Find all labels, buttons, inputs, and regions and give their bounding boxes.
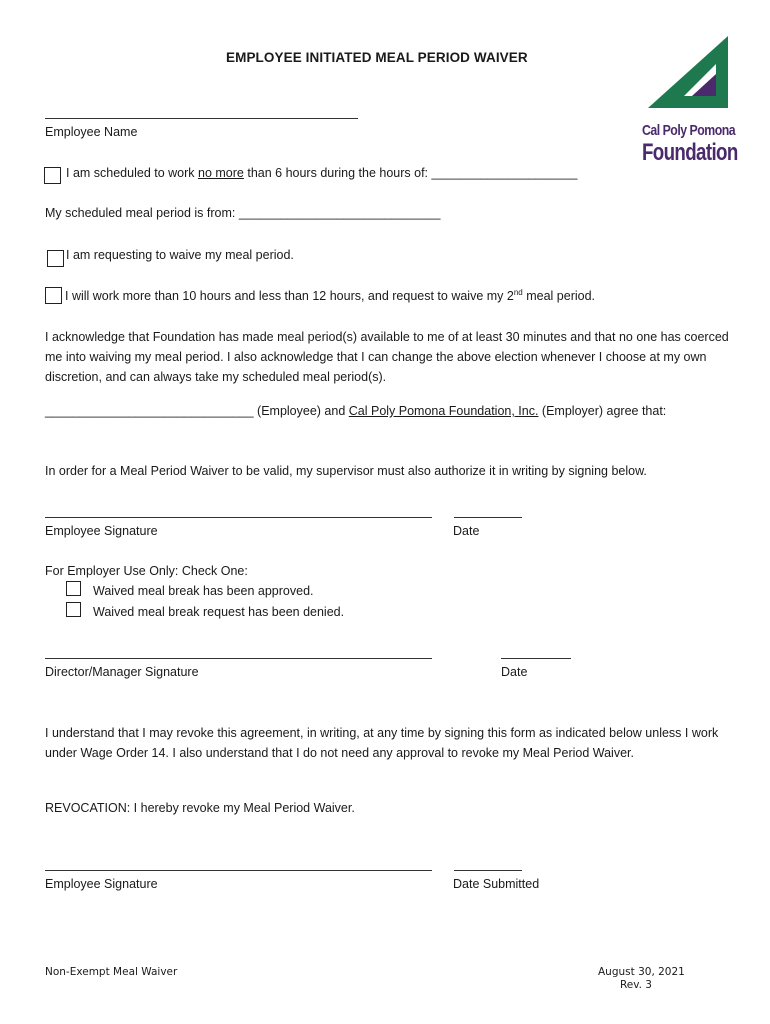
- revocation-signature-label: Employee Signature: [45, 877, 158, 891]
- checkbox-second-meal[interactable]: [45, 287, 62, 304]
- employee-signature-label: Employee Signature: [45, 524, 158, 538]
- checkbox-denied[interactable]: [66, 602, 81, 617]
- manager-date-line[interactable]: [501, 658, 571, 659]
- footer-date: August 30, 2021: [598, 966, 685, 978]
- revocation-signature-line[interactable]: [45, 870, 432, 871]
- revoke-paragraph: I understand that I may revoke this agreement, in writing, at any time by signing this form as indicated below unless I work under Wage Order 14. I also understand that I do not need any approval to revoke my Meal Period Waiver.: [45, 726, 719, 760]
- footer-form-name: Non-Exempt Meal Waiver: [45, 966, 178, 978]
- revocation-date-label: Date Submitted: [453, 877, 540, 891]
- logo-line-1: Cal Poly Pomona: [642, 122, 736, 139]
- denied-text: Waived meal break request has been denied.: [93, 605, 345, 619]
- checkbox-approved[interactable]: [66, 581, 81, 596]
- logo-line-2: Foundation: [642, 139, 738, 166]
- agreement-line: ______________________________ (Employee) and Cal Poly Pomona Foundation, Inc. (Employer) agree that:: [45, 404, 667, 418]
- acknowledge-paragraph: I acknowledge that Foundation has made meal period(s) available to me of at least 30 minutes and that no one has coerced me into waiving my meal period. I also acknowledge that I can change the above election whenever I choose at my own discretion, and can always take my scheduled meal period(s).: [45, 330, 729, 384]
- employee-name-line[interactable]: [45, 118, 358, 119]
- employee-date-label: Date: [453, 524, 480, 538]
- revocation-text: REVOCATION: I hereby revoke my Meal Period Waiver.: [45, 801, 355, 815]
- manager-date-label: Date: [501, 665, 528, 679]
- option-second-meal-text: I will work more than 10 hours and less than 12 hours, and request to waive my 2nd meal period.: [65, 288, 596, 304]
- employee-signature-line[interactable]: [45, 517, 432, 518]
- option-six-hours-text: I am scheduled to work no more than 6 hours during the hours of: _____________________: [66, 166, 578, 180]
- option-waive-meal-text: I am requesting to waive my meal period.: [66, 248, 294, 262]
- meal-period-line[interactable]: My scheduled meal period is from: _____________________________: [45, 206, 441, 220]
- manager-signature-label: Director/Manager Signature: [45, 665, 199, 679]
- supervisor-note: In order for a Meal Period Waiver to be valid, my supervisor must also authorize it in writing by signing below.: [45, 464, 647, 478]
- footer-revision: Rev. 3: [619, 979, 652, 991]
- checkbox-six-hours[interactable]: [44, 167, 61, 184]
- foundation-logo: [638, 34, 738, 169]
- logo-triangle-icon: [638, 34, 733, 114]
- manager-signature-line[interactable]: [45, 658, 432, 659]
- employer-use-heading: For Employer Use Only: Check One:: [45, 564, 248, 578]
- page-title: EMPLOYEE INITIATED MEAL PERIOD WAIVER: [226, 50, 528, 65]
- checkbox-waive-meal[interactable]: [47, 250, 64, 267]
- approved-text: Waived meal break has been approved.: [93, 584, 314, 598]
- revocation-date-line[interactable]: [454, 870, 522, 871]
- employee-name-label: Employee Name: [45, 125, 138, 139]
- employee-date-line[interactable]: [454, 517, 522, 518]
